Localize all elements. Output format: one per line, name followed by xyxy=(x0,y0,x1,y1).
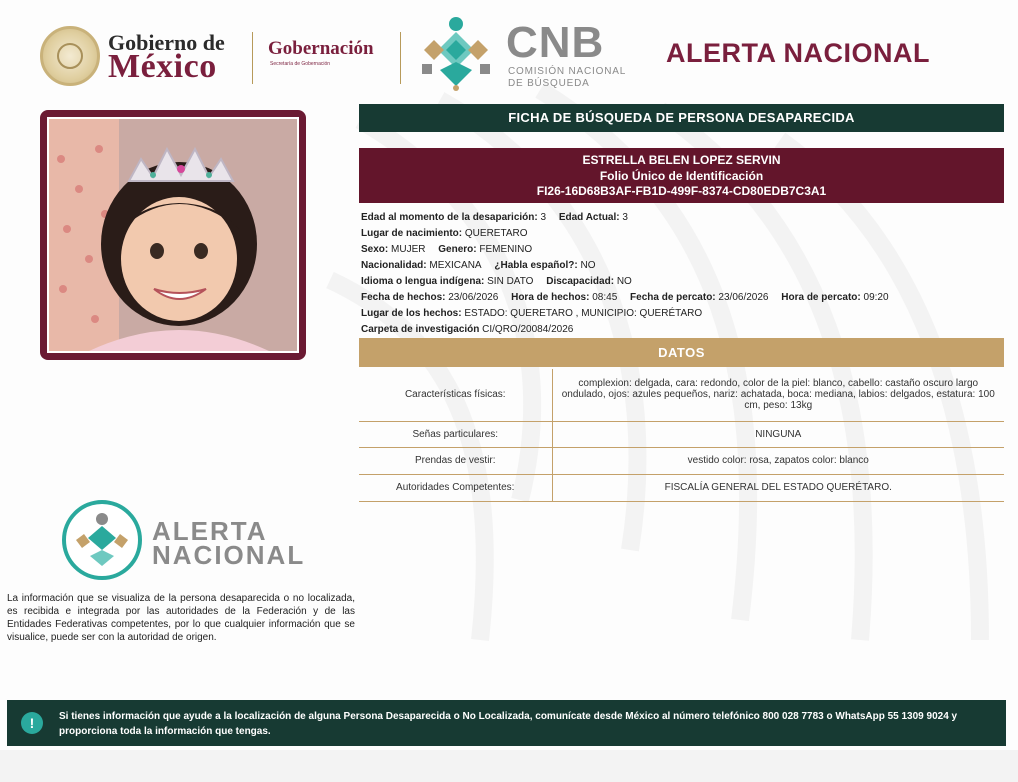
habla-value: NO xyxy=(580,260,596,271)
sexo-value: MUJER xyxy=(391,244,426,255)
nacionalidad-value: MEXICANA xyxy=(429,260,482,271)
discapacidad-value: NO xyxy=(616,276,632,287)
hora-hechos-value: 08:45 xyxy=(592,292,618,303)
mexico-text: México xyxy=(108,48,217,85)
table-row xyxy=(359,369,1004,421)
table-row xyxy=(359,421,1004,447)
person-photo-frame xyxy=(40,110,306,360)
sexo-label: Sexo: xyxy=(361,244,389,255)
habla-label: ¿Habla español?: xyxy=(494,260,578,271)
alerta-logo-text-line1: ALERTA xyxy=(152,516,268,546)
info-line-sexo xyxy=(361,242,1006,258)
gobernacion-logo-text: Gobernación xyxy=(268,38,374,59)
datos-label: Señas particulares: xyxy=(359,421,552,447)
table-row xyxy=(359,447,1004,474)
edad-desaparicion-value: 3 xyxy=(540,212,547,223)
fecha-percato-label: Fecha de percato: xyxy=(630,292,716,303)
fecha-hechos-value: 23/06/2026 xyxy=(448,292,499,303)
exclamation-icon: ! xyxy=(21,712,43,734)
person-photo xyxy=(47,117,299,353)
lugar-nacimiento-value: QUERETARO xyxy=(464,228,528,239)
gobernacion-subtext: Secretaría de Gobernación xyxy=(270,61,331,67)
table-row xyxy=(359,474,1004,501)
cnb-logo-icon xyxy=(416,14,496,92)
genero-label: Genero: xyxy=(438,244,477,255)
footer-banner xyxy=(7,700,1006,746)
datos-label: Características físicas: xyxy=(359,369,552,421)
folio-label: Folio Único de Identificación xyxy=(599,168,764,183)
disclaimer-text: La información que se visualiza de la persona desaparecida o no localizada, es recibida e integrada por las autoridades de la Federación y de las Entidades Federativas competentes, por lo que cualquier información que se visualice, puede ser con la autoridad de origen. xyxy=(7,593,355,643)
ficha-title-bar: FICHA DE BÚSQUEDA DE PERSONA DESAPARECIDA xyxy=(359,104,1004,132)
lugar-nacimiento-label: Lugar de nacimiento: xyxy=(361,228,463,239)
cnb-title: CNB xyxy=(506,18,605,67)
person-info xyxy=(361,210,1006,338)
discapacidad-label: Discapacidad: xyxy=(546,276,615,287)
person-name-box xyxy=(359,148,1004,203)
hora-hechos-label: Hora de hechos: xyxy=(511,292,590,303)
header-divider xyxy=(252,32,253,84)
info-line-lugar-hechos xyxy=(361,306,1006,322)
datos-value: FISCALÍA GENERAL DEL ESTADO QUERÉTARO. xyxy=(552,474,1004,501)
idioma-label: Idioma o lengua indígena: xyxy=(361,276,485,287)
idioma-value: SIN DATO xyxy=(487,276,534,287)
gobierno-de-text: Gobierno de xyxy=(108,30,225,55)
carpeta-label: Carpeta de investigación xyxy=(361,324,480,335)
datos-title-bar: DATOS xyxy=(359,338,1004,367)
cnb-subtitle-line2: DE BÚSQUEDA xyxy=(508,78,590,89)
datos-table xyxy=(359,369,1004,502)
edad-actual-label: Edad Actual: xyxy=(558,212,620,223)
alerta-nacional-title: ALERTA NACIONAL xyxy=(666,38,930,68)
national-seal-icon xyxy=(40,26,100,86)
info-line-fechas xyxy=(361,290,1006,306)
alerta-logo-text-line2: NACIONAL xyxy=(152,540,306,570)
info-line-carpeta xyxy=(361,322,1006,338)
info-line-edad xyxy=(361,210,1006,226)
genero-value: FEMENINO xyxy=(479,244,533,255)
edad-desaparicion-label: Edad al momento de la desaparición: xyxy=(361,212,538,223)
hora-percato-value: 09:20 xyxy=(863,292,889,303)
header xyxy=(0,0,1018,100)
person-name: ESTRELLA BELEN LOPEZ SERVIN xyxy=(582,153,781,167)
fecha-hechos-label: Fecha de hechos: xyxy=(361,292,446,303)
info-line-nacimiento xyxy=(361,226,1006,242)
datos-label: Prendas de vestir: xyxy=(359,447,552,474)
header-divider xyxy=(400,32,401,84)
datos-value: NINGUNA xyxy=(552,421,1004,447)
info-line-nacionalidad xyxy=(361,258,1006,274)
lugar-hechos-label: Lugar de los hechos: xyxy=(361,308,462,319)
bottom-band xyxy=(0,750,1018,782)
datos-value: vestido color: rosa, zapatos color: blanco xyxy=(552,447,1004,474)
folio-id: FI26-16D68B3AF-FB1D-499F-8374-CD80EDB7C3A1 xyxy=(536,184,827,198)
cnb-subtitle-line1: COMISIÓN NACIONAL xyxy=(508,66,627,77)
datos-value: complexion: delgada, cara: redondo, color de la piel: blanco, cabello: castaño oscuro largo ondulado, ojos: azules pequeños, nariz: achatada, boca: mediana, labios: delgados, estatura: 100 cm, peso: 13kg xyxy=(552,369,1004,421)
hora-percato-label: Hora de percato: xyxy=(781,292,861,303)
footer-contact-text: Si tienes información que ayude a la localización de alguna Persona Desaparecida o No Localizada, comunícate desde México al número telefónico 800 028 7783 o WhatsApp 55 1309 9024 y proporciona toda la información que tengas. xyxy=(59,711,958,737)
info-line-idioma xyxy=(361,274,1006,290)
carpeta-value: CI/QRO/20084/2026 xyxy=(482,324,574,335)
lugar-hechos-value: ESTADO: QUERETARO , MUNICIPIO: QUERÉTARO xyxy=(464,308,703,319)
datos-label: Autoridades Competentes: xyxy=(359,474,552,501)
edad-actual-value: 3 xyxy=(622,212,628,223)
fecha-percato-value: 23/06/2026 xyxy=(718,292,769,303)
nacionalidad-label: Nacionalidad: xyxy=(361,260,427,271)
alerta-nacional-logo-icon xyxy=(62,500,142,580)
